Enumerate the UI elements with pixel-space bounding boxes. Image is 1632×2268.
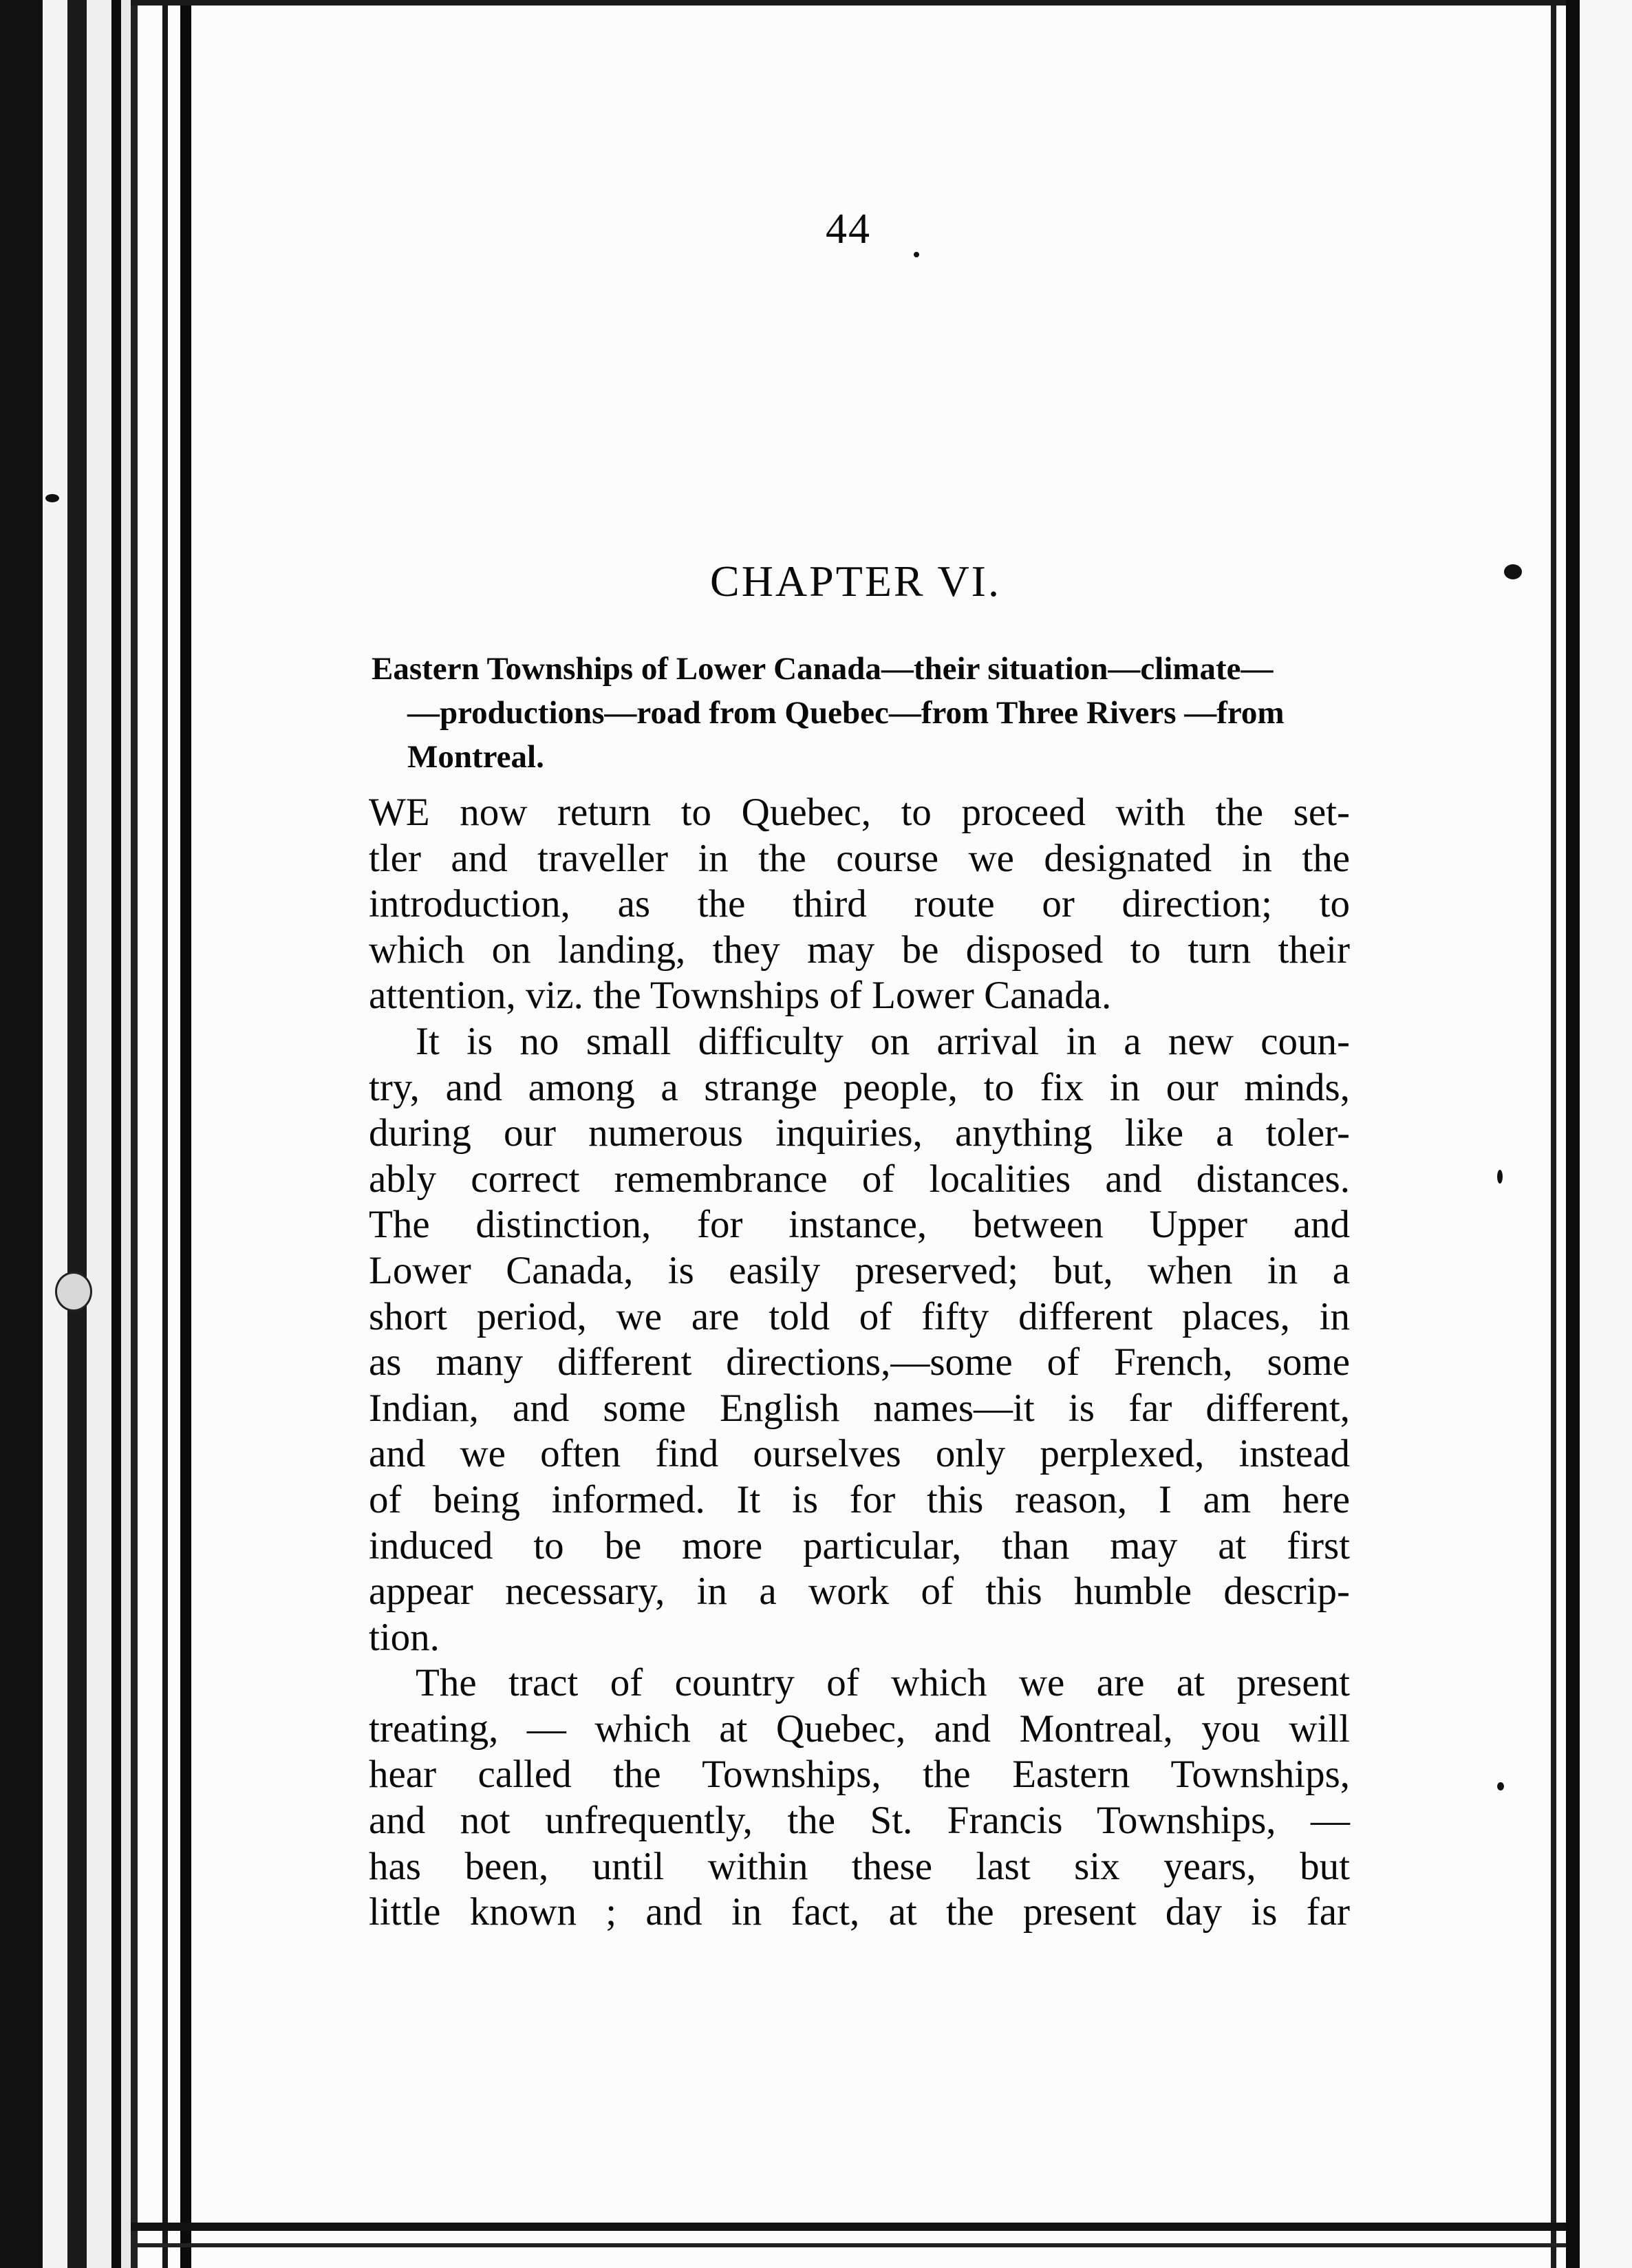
paragraph: [369, 1660, 1350, 1936]
scan-speck: [45, 494, 59, 502]
text-line: Lower Canada, is easily preserved; but, when in a: [369, 1248, 1350, 1292]
page-border-bottom: [131, 2243, 1566, 2247]
chapter-title: CHAPTER VI.: [710, 557, 1001, 606]
text-line: tler and traveller in the course we designated in the: [369, 836, 1350, 880]
scan-speck: [914, 252, 919, 257]
binding-edge-left: [111, 0, 121, 2268]
text-line: The distinction, for instance, between Upper and: [369, 1203, 1350, 1247]
text-line: appear necessary, in a work of this humble descrip-: [369, 1570, 1350, 1614]
binding-gap: [87, 0, 111, 2268]
binding-edge-left: [162, 0, 168, 2268]
binding-edge-right: [1566, 0, 1580, 2268]
binding-gap: [121, 0, 131, 2268]
scan-speck: [55, 1272, 92, 1312]
text-line: The tract of country of which we are at present: [416, 1661, 1350, 1705]
text-line: Indian, and some English names—it is far different,: [369, 1386, 1350, 1430]
page-number: 44: [826, 206, 871, 253]
text-line: introduction, as the third route or direction; to: [369, 882, 1350, 926]
page-border-left: [180, 0, 191, 2268]
text-line: during our numerous inquiries, anything like a toler-: [369, 1111, 1350, 1155]
chapter-summary: [372, 647, 1355, 779]
text-line: WE now return to Quebec, to proceed with the set-: [369, 791, 1350, 834]
text-line: and not unfrequently, the St. Francis Townships, —: [369, 1799, 1350, 1843]
text-line: treating, — which at Quebec, and Montreal, you will: [369, 1707, 1350, 1751]
text-line: has been, until within these last six years, but: [369, 1844, 1350, 1888]
binding-edge-left: [131, 0, 138, 2268]
binding-edge-left: [0, 0, 43, 2268]
text-line: attention, viz. the Townships of Lower Canada.: [369, 974, 1112, 1018]
summary-line: Montreal.: [407, 739, 544, 775]
scan-speck: [1497, 1782, 1504, 1790]
body-text: [369, 790, 1350, 1936]
text-line: It is no small difficulty on arrival in a new coun-: [416, 1019, 1350, 1063]
summary-line: —productions—road from Quebec—from Three Rivers —from: [407, 695, 1285, 731]
page-border-top: [131, 0, 1566, 6]
summary-line: Eastern Townships of Lower Canada—their situation—climate—: [372, 651, 1274, 687]
text-line: induced to be more particular, than may at first: [369, 1523, 1350, 1568]
text-line: as many different directions,—some of French, some: [369, 1340, 1350, 1384]
text-line: of being informed. It is for this reason, I am here: [369, 1477, 1350, 1521]
text-line: tion.: [369, 1615, 440, 1659]
text-line: short period, we are told of fifty different places, in: [369, 1294, 1350, 1338]
margin-right: [1580, 0, 1632, 2268]
text-line: and we often find ourselves only perplexed, instead: [369, 1432, 1350, 1476]
page-border-bottom: [131, 2223, 1566, 2231]
text-line: little known ; and in fact, at the present day is far: [369, 1890, 1350, 1934]
text-line: ably correct remembrance of localities and distances.: [369, 1157, 1350, 1201]
text-line: which on landing, they may be disposed to turn their: [369, 928, 1350, 972]
paragraph: [369, 1019, 1350, 1660]
paragraph: [369, 790, 1350, 1019]
scan-speck: [1497, 1170, 1503, 1184]
binding-edge-left: [67, 0, 87, 2268]
page-border-right: [1551, 0, 1556, 2268]
scan-speck: [1504, 564, 1522, 579]
text-line: try, and among a strange people, to fix in our minds,: [369, 1065, 1350, 1109]
text-line: hear called the Townships, the Eastern Townships,: [369, 1753, 1350, 1797]
binding-gap: [43, 0, 67, 2268]
